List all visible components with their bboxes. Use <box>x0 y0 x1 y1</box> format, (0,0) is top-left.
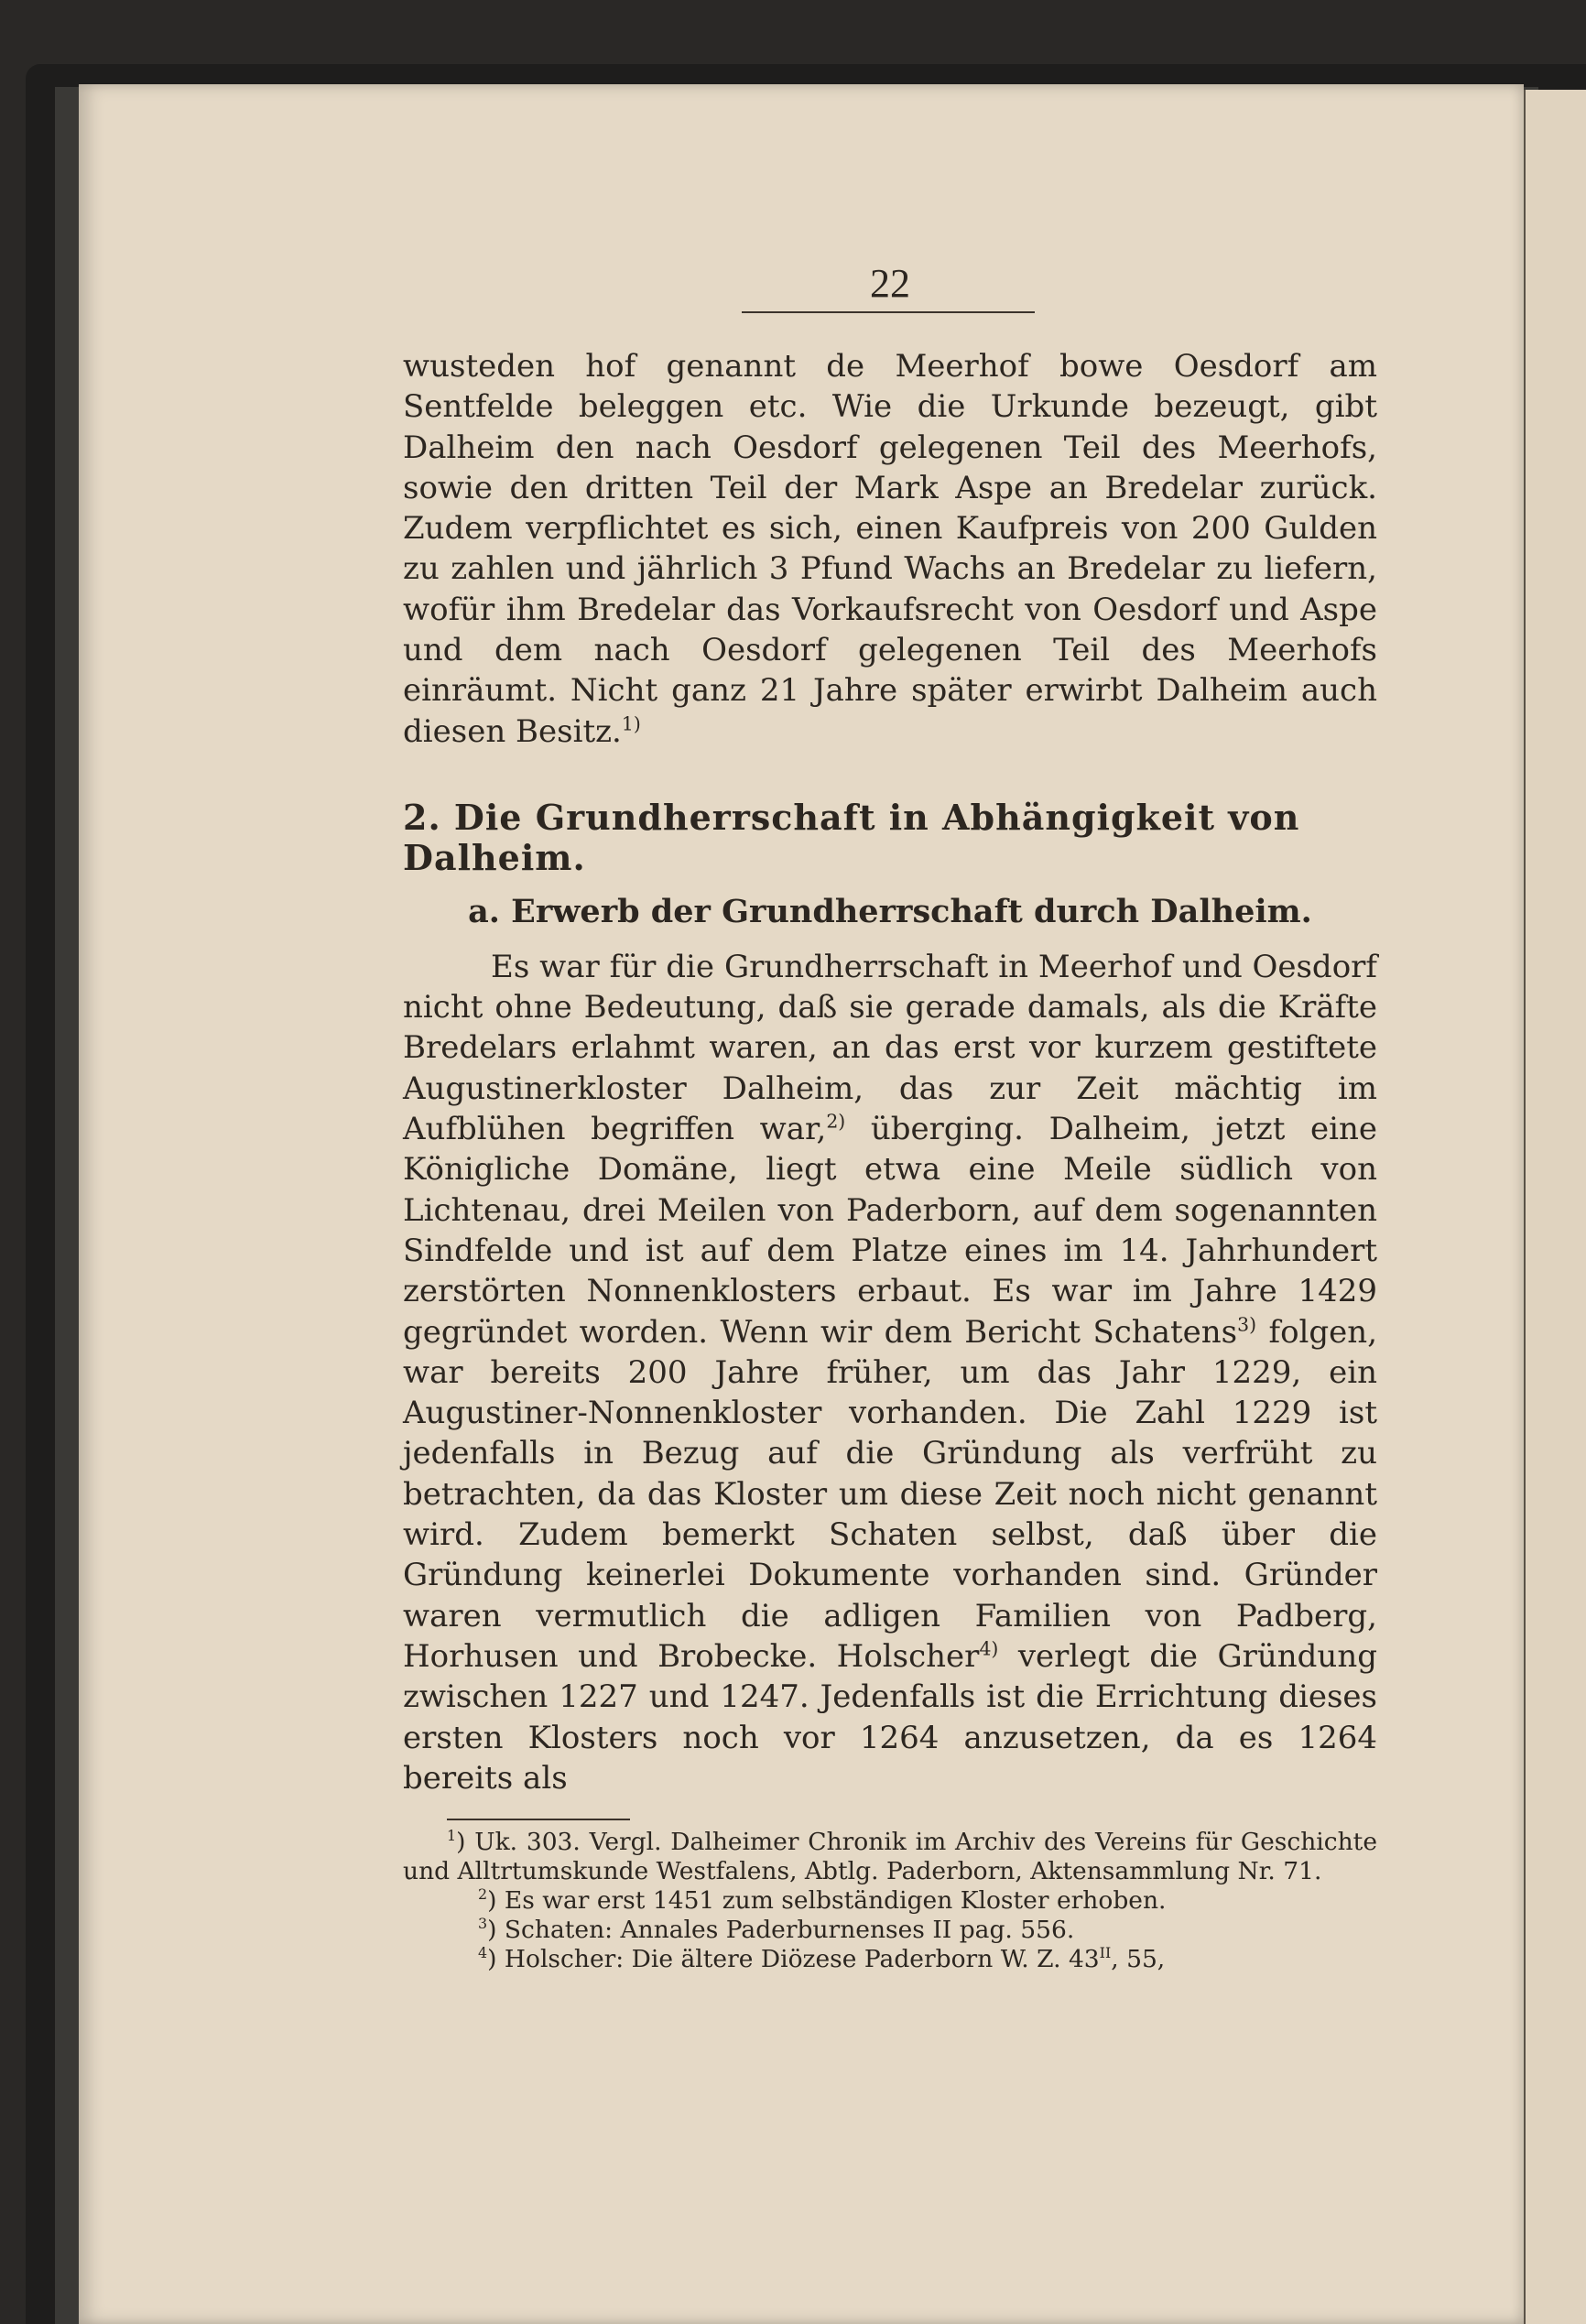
subsection-heading-2a: a. Erwerb der Grundherrschaft durch Dalheim. <box>468 892 1312 930</box>
main-paragraph: Es war für die Grundherrschaft in Meerhof und Oesdorf nicht ohne Bedeutung, daß sie gerade damals, als die Kräfte Bredelars erlahmt waren, an das erst vor kurzem gestiftete Augustinerkloster Dalheim, das zur Zeit mächtig im Aufblühen begriffen war,$^{2)}$ überging. Dalheim, jetzt eine Königliche Domäne, liegt etwa eine Meile südlich von Lichtenau, drei Meilen von Paderborn, auf dem sogenannten Sindfelde und ist auf dem Platze eines im 14. Jahrhundert zerstörten Nonnenklosters erbaut. Es war im Jahre 1429 gegründet worden. Wenn wir dem Bericht Schatens$^{3)}$ folgen, war bereits 200 Jahre früher, um das Jahr 1229, ein Augustiner-Nonnenkloster vorhanden. Die Zahl 1229 ist jedenfalls in Bezug auf die Gründung als verfrüht zu betrachten, da das Kloster um diese Zeit noch nicht genannt wird. Zudem bemerkt Schaten selbst, daß über die Gründung keinerlei Dokumente vorhanden sind. Gründer waren vermutlich die adligen Familien von Padberg, Horhusen und Brobecke. Holscher$^{4)}$ verlegt die Gründung zwischen 1227 und 1247. Jedenfalls ist die Errichtung dieses ersten Klosters noch vor 1264 anzusetzen, da es 1264 bereits als <box>403 948 1378 1797</box>
footnote-3: $^3$) Schaten: Annales Paderburnenses II pag. 556. <box>478 1915 1075 1945</box>
footnote-4: $^4$) Holscher: Die ältere Diözese Paderborn W. Z. $43^{II}$, 55, <box>478 1944 1166 1974</box>
footnotes <box>403 1828 1377 1974</box>
footnote-2: $^2$) Es war erst 1451 zum selbständigen Kloster erhoben. <box>478 1885 1167 1916</box>
page-body <box>403 346 1377 1974</box>
footnote-ref-1: 1) <box>621 712 641 735</box>
footnote-ref-4: 4) <box>979 1637 999 1660</box>
footnote-ref-2: 2) <box>826 1110 846 1133</box>
page-number: 22 <box>870 261 910 306</box>
intro-paragraph <box>403 346 1377 752</box>
footnote-ref-3: 3) <box>1237 1313 1257 1336</box>
next-page-edge <box>1524 90 1586 2324</box>
intro-text: wusteden hof genannt de Meerhof bowe Oesdorf am Sentfelde beleggen etc. Wie die Urkunde bezeugt, gibt Dalheim den nach Oesdorf gelegenen Teil des Meerhofs, sowie den dritten Teil der Mark Aspe an Bredelar zurück. Zudem verpflichtet es sich, einen Kaufpreis von 200 Gulden zu zahlen und jährlich 3 Pfund Wachs an Bredelar zu liefern, wofür ihm Bredelar das Vorkaufsrecht von Oesdorf und Aspe und dem nach Oesdorf gelegenen Teil des Meerhofs einräumt. Nicht ganz 21 Jahre später erwirbt Dalheim auch diesen Besitz. <box>403 348 1377 750</box>
footnote-1: $^1$) Uk. 303. Vergl. Dalheimer Chronik im Archiv des Vereins für Geschichte und Alltrtumskunde Westfalens, Abtlg. Paderborn, Aktensammlung Nr. 71. <box>403 1827 1378 1886</box>
header-rule <box>742 311 1035 313</box>
footnote-rule <box>447 1819 630 1820</box>
section-heading-2: 2. Die Grundherrschaft in Abhängigkeit von Dalheim. <box>403 796 1300 879</box>
